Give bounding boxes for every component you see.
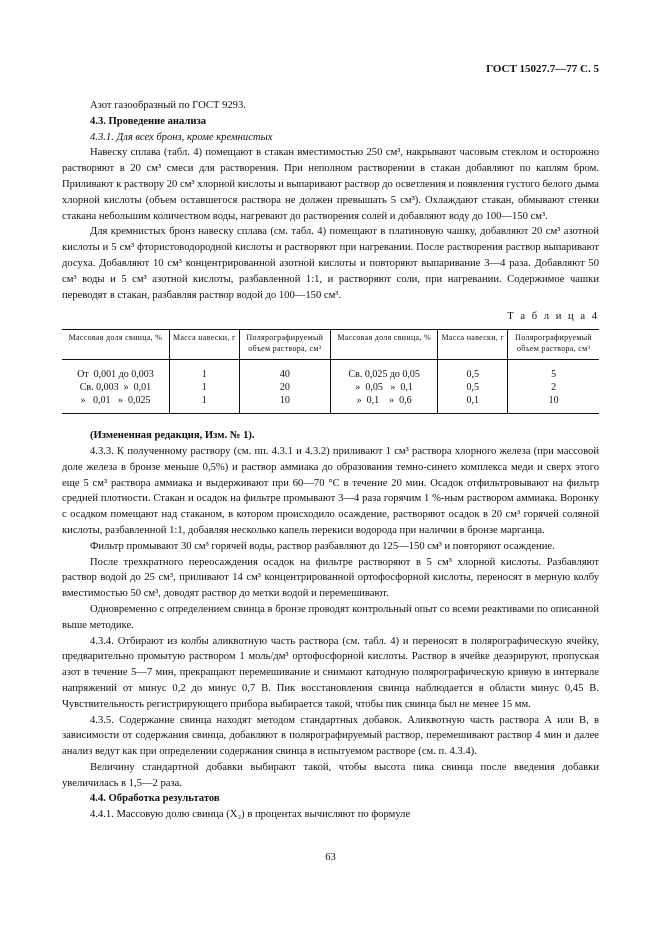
paragraph-standard-addition: Величину стандартной добавки выбирают такой, чтобы высота пика свинца после введения добавки увеличилась в 1,5—2 раза.	[62, 761, 599, 789]
table-cell: 10	[508, 394, 599, 414]
table-cell: 40	[239, 360, 330, 382]
table-cell: 0,5	[438, 381, 508, 394]
table-header-cell: Массовая доля свинца, %	[330, 330, 437, 360]
table-header-cell: Масса навески, г	[438, 330, 508, 360]
table-cell: 1	[169, 394, 239, 414]
paragraph-reprecipitation: После трехкратного переосаждения осадок на фильтре растворяют в 5 см³ хлорной кислоты. Разбавляют раствор водой до 25 см³, приливают 14 см³ концентрированной ортофосфорной кислоты, переносят в мерную колбу вместимостью 50 см³, доводят раствор до метки водой и перемешивают.	[62, 556, 599, 600]
table-cell: 10	[239, 394, 330, 414]
table-cell: 0,5	[438, 360, 508, 382]
page-header: ГОСТ 15027.7—77 С. 5	[486, 63, 599, 75]
body-text	[62, 98, 599, 823]
revision-note: (Измененная редакция, Изм. № 1).	[90, 430, 255, 442]
table-cell: » 0,01 » 0,025	[80, 395, 151, 407]
table-cell: 2	[508, 381, 599, 394]
table-cell: Св. 0,025 до 0,05	[330, 360, 437, 382]
table-header-row	[62, 330, 599, 360]
table-cell: 1	[169, 381, 239, 394]
table-row	[62, 381, 599, 394]
paragraph-4-3-4: 4.3.4. Отбирают из колбы аликвотную часть раствора (см. табл. 4) и переносят в полярографическую ячейку, предварительно промытую раствором 1 моль/дм³ ортофосфорной кислоты. Раствор в ячейке деаэрируют, пропуская азот в течение 5—7 мин, прекращают перемешивание и снимают катодную полярографическую кривую в интервале напряжений от минус 0,2 до минус 0,7 В. Пик восстановления свинца наблюдается в области минус 0,45 В. Чувствительность регистрирующего прибора выбирается такой, чтобы пик свинца был не менее 15 мм.	[62, 635, 599, 710]
heading-4-3-1: 4.3.1. Для всех бронз, кроме кремнистых	[90, 131, 273, 143]
table-caption: Т а б л и ц а 4	[507, 311, 599, 323]
paragraph-4-3-3: 4.3.3. К полученному раствору (см. пп. 4.3.1 и 4.3.2) приливают 1 см³ раствора хлорного железа (при массовой доле железа в бронзе меньше 0,5%) и раствор аммиака до образования темно-синего комплекса меди и сверх этого еще 5 см³ раствора аммиака и выдерживают при 60—70 °С в течение 20 мин. Осадок отфильтровывают на фильтр средней плотности. Стакан и осадок на фильтре промывают 3—4 раза горячим 1 %-ным раствором аммиака. Воронку с осадком помещают над стаканом, в котором происходило осаждение, растворяют осадок в 20 см³ горячей соляной кислоты, разбавленной 1:1, добавляя несколько капель перекиси водорода при наличии в бронзе марганца.	[62, 445, 599, 536]
table-cell: » 0,05 » 0,1	[330, 381, 437, 394]
heading-4-4: 4.4. Обработка результатов	[90, 793, 220, 805]
paragraph-nitrogen: Азот газообразный по ГОСТ 9293.	[90, 100, 246, 111]
table-cell: От 0,001 до 0,003	[77, 369, 154, 381]
table-4	[62, 329, 599, 414]
table-cell: 1	[169, 360, 239, 382]
table-cell: 0,1	[438, 394, 508, 414]
paragraph-filter-wash: Фильтр промывают 30 см³ горячей воды, раствор разбавляют до 125—150 см³ и повторяют осаждение.	[90, 540, 555, 552]
table-cell: 5	[508, 360, 599, 382]
table-header-cell: Массовая доля свинца, %	[62, 330, 169, 360]
paragraph-4-4-1: 4.4.1. Массовую долю свинца (X₂) в процентах вычисляют по формуле	[90, 809, 411, 821]
table-row	[62, 394, 599, 414]
heading-4-3: 4.3. Проведение анализа	[90, 115, 206, 127]
table-cell: » 0,1 » 0,6	[330, 394, 437, 414]
table-cell: Св. 0,003 » 0,01	[79, 382, 152, 394]
table-header-cell: Масса навески, г	[169, 330, 239, 360]
table-cell: 20	[239, 381, 330, 394]
table-header-cell: Полярографируемый объем раствора, см³	[239, 330, 330, 360]
paragraph-control-test: Одновременно с определением свинца в бронзе проводят контрольный опыт со всеми реактивами по описанной выше методике.	[62, 603, 599, 631]
paragraph-4-3-5: 4.3.5. Содержание свинца находят методом стандартных добавок. Аликвотную часть раствора А или В, в зависимости от содержания свинца, добавляют в полярографируемый раствор, перемешивают раствор 4 мин и далее анализ ведут как при определении содержания свинца в испытуемом растворе (см. п. 4.3.4).	[62, 714, 599, 758]
table-header-cell: Полярографируемый объем раствора, см³	[508, 330, 599, 360]
table-row	[62, 360, 599, 382]
paragraph-sample-dissolution: Навеску сплава (табл. 4) помещают в стакан вместимостью 250 см³, накрывают часовым стеклом и осторожно растворяют в 20 см³ смеси для растворения. При неполном растворении в стакан добавляют по каплям бром. Приливают к раствору 20 см³ хлорной кислоты и выпаривают раствор до осветления и появления густого белого дыма хлорной кислоты (объем оставшегося раствора не должен превышать 5 см³). Охлаждают стакан, обмывают стенки стакана небольшим количеством воды, нагревают до растворения солей и добавляют воду до 100—150 см³.	[62, 147, 599, 222]
page-number: 63	[325, 852, 336, 863]
paragraph-silicon-bronze: Для кремнистых бронз навеску сплава (см. табл. 4) помещают в платиновую чашку, добавляют 20 см³ азотной кислоты и 5 см³ фтористоводородной кислоты и растворяют при нагревании. После растворения раствор выпаривают досуха. Добавляют 10 см³ концентрированной азотной кислоты и повторяют выпаривание 3—4 раза. Добавляют 50 см³ воды и 5 см³ азотной кислоты, разбавленной 1:1, и растворяют соли, при нагревании. Содержимое чашки переводят в стакан, разбавляя раствор водой до 100—150 см³.	[62, 226, 599, 301]
